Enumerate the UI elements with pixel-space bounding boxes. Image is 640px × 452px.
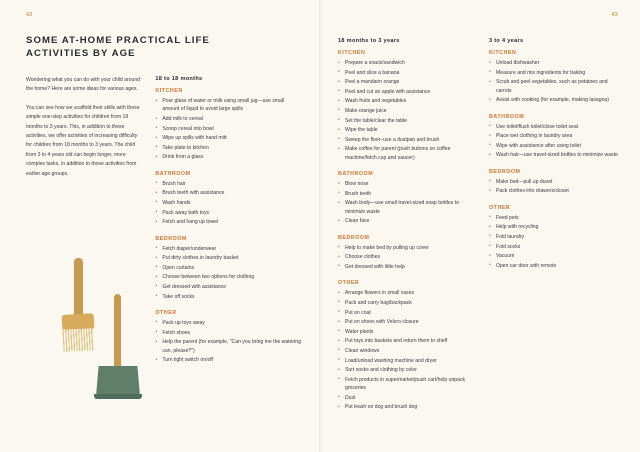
- list-item: • Prepare a snack/sandwich: [338, 59, 475, 67]
- list-item: • Scoop cereal into bowl: [155, 125, 302, 133]
- list-item: • Use toilet/flush toilet/close toilet seat: [489, 123, 618, 131]
- list-item: • Brush teeth: [338, 190, 475, 198]
- list-item: • Arrange flowers in small vases: [338, 289, 475, 297]
- list-bathroom-1: [338, 180, 475, 226]
- section-heading-other: OTHER: [489, 204, 511, 211]
- brush-bristles-icon: [62, 328, 93, 352]
- list-other-2: [489, 214, 618, 270]
- list-item: • Pack away bath toys: [155, 209, 302, 217]
- list-item: • Help to make bed by pulling up cover: [338, 244, 475, 252]
- folio-right: 43: [611, 12, 618, 18]
- list-item: • Choose between two options for clothing: [155, 273, 302, 281]
- list-bathroom-0: [155, 180, 302, 227]
- list-item: • Unload dishwasher: [489, 59, 618, 67]
- list-kitchen-2: [489, 59, 618, 105]
- list-other-1: [338, 289, 475, 411]
- list-item: • Fetch products in supermarket/push cart/help unpack groceries: [338, 376, 475, 393]
- brush-and-dustpan-illustration: [40, 246, 160, 426]
- dustpan-handle-icon: [114, 294, 121, 372]
- brush-handle-icon: [74, 258, 83, 320]
- list-item: • Take plate to kitchen: [155, 144, 302, 152]
- list-item: • Take off socks: [155, 293, 302, 301]
- list-bedroom-2: [489, 178, 618, 196]
- dustpan-lip-icon: [94, 394, 142, 399]
- list-item: • Open car door with remote: [489, 262, 618, 270]
- section-heading-bathroom: BATHROOM: [155, 170, 191, 177]
- section-heading-other: OTHER: [155, 309, 177, 316]
- list-item: • Pack and carry bag/backpack: [338, 299, 475, 307]
- list-kitchen-1: [338, 59, 475, 162]
- list-item: • Fetch and hang up towel: [155, 218, 302, 226]
- age-heading-1: 18 months to 3 years: [338, 38, 400, 44]
- list-item: • Wash body—use small travel-sized soap bottles to minimize waste: [338, 199, 475, 216]
- dustpan-body-icon: [96, 366, 140, 396]
- section-heading-kitchen: KITCHEN: [155, 88, 183, 94]
- list-item: • Feed pets: [489, 214, 618, 222]
- list-bedroom-0: [155, 245, 302, 301]
- list-item: • Put dirty clothes in laundry basket: [155, 254, 302, 262]
- list-item: • Wipe up spills with hand mitt: [155, 134, 302, 142]
- intro-paragraph-2: You can see how we scaffold their skills with these simple one-step activities for children from 18 months to 3 years. This, in addition to these activities, we offer activities of increasing difficulty for children from 18 months to 3 years. The child from 3 to 4 years old can begin longer, more complex tasks, in addition to those activities from earlier age groups.: [26, 104, 140, 177]
- list-item: • Set the table/clear the table: [338, 117, 475, 125]
- list-other-0: [155, 319, 302, 365]
- right-page: [320, 0, 640, 452]
- list-item: • Sweep the floor–use a dustpan and brush: [338, 136, 475, 144]
- right-columns: [338, 38, 618, 413]
- age-column-0: [155, 76, 302, 366]
- section-heading-bedroom: BEDROOM: [338, 234, 370, 241]
- list-item: • Wash hands: [155, 199, 302, 207]
- page-title: SOME AT-HOME PRACTICAL LIFE ACTIVITIES BY AGE: [26, 35, 210, 59]
- list-item: • Water plants: [338, 328, 475, 336]
- list-item: • Fold socks: [489, 243, 618, 251]
- list-item: • Add milk to cereal: [155, 115, 302, 123]
- list-item: • Scrub and peel vegetables, such as potatoes and carrots: [489, 78, 618, 95]
- list-item: • Put toys into baskets and return them to shelf: [338, 337, 475, 345]
- list-kitchen-0: [155, 97, 302, 162]
- list-item: • Sort socks and clothing by color: [338, 366, 475, 374]
- list-item: • Measure and mix ingredients for baking: [489, 69, 618, 77]
- age-column-2: [489, 38, 618, 413]
- section-heading-bathroom: BATHROOM: [489, 113, 525, 120]
- section-heading-bedroom: BEDROOM: [489, 168, 521, 175]
- list-item: • Put on shoes with Velcro closure: [338, 318, 475, 326]
- section-heading-other: OTHER: [338, 280, 360, 287]
- list-item: • Pour glass of water or milk using small jug—use small amount of liquid to avoid large spills: [155, 97, 302, 114]
- list-item: • Pack up toys away: [155, 319, 302, 327]
- section-heading-bedroom: BEDROOM: [155, 235, 187, 242]
- list-item: • Fold laundry: [489, 233, 618, 241]
- list-item: • Pack clothes into drawers/closet: [489, 187, 618, 195]
- list-item: • Open curtains: [155, 264, 302, 272]
- age-heading-2: 3 to 4 years: [489, 38, 524, 44]
- list-item: • Assist with cooking (for example, making lasagna): [489, 96, 618, 104]
- section-heading-kitchen: KITCHEN: [489, 50, 517, 56]
- list-item: • Put on coat: [338, 309, 475, 317]
- list-item: • Turn light switch on/off: [155, 356, 302, 364]
- list-item: • Help with recycling: [489, 223, 618, 231]
- list-bedroom-1: [338, 244, 475, 272]
- list-item: • Dust: [338, 394, 475, 402]
- list-item: • Blow nose: [338, 180, 475, 188]
- list-item: • Peel and cut an apple with assistance: [338, 88, 475, 96]
- list-item: • Make orange juice: [338, 107, 475, 115]
- list-item: • Brush teeth with assistance: [155, 189, 302, 197]
- list-item: • Brush hair: [155, 180, 302, 188]
- section-heading-kitchen: KITCHEN: [338, 50, 366, 56]
- list-item: • Wipe the table: [338, 126, 475, 134]
- age-heading-0: 18 to 18 months: [155, 76, 203, 82]
- list-item: • Peel and slice a banana: [338, 69, 475, 77]
- list-item: • Put leash on dog and brush dog: [338, 403, 475, 411]
- list-item: • Wash fruits and vegetables: [338, 97, 475, 105]
- list-item: • Place wet clothing in laundry area: [489, 132, 618, 140]
- list-item: • Fetch shoes: [155, 329, 302, 337]
- list-item: • Make bed—pull up duvet: [489, 178, 618, 186]
- list-item: • Help the parent (for example, "Can you bring me the watering can, please?"): [155, 338, 302, 355]
- section-heading-bathroom: BATHROOM: [338, 171, 374, 178]
- list-item: • Clean face: [338, 217, 475, 225]
- intro-paragraph-1: Wondering what you can do with your child around the home? Here are some ideas for various ages.: [26, 77, 141, 93]
- list-item: • Wipe with assistance after using toilet: [489, 142, 618, 150]
- list-item: • Peel a mandarin orange: [338, 78, 475, 86]
- list-item: • Get dressed with little help: [338, 263, 475, 271]
- list-item: • Get dressed with assistance: [155, 283, 302, 291]
- age-column-1: [338, 38, 475, 413]
- list-item: • Clean windows: [338, 347, 475, 355]
- page-gutter: [319, 0, 321, 452]
- folio-left: 42: [26, 12, 33, 18]
- list-item: • Fetch diaper/underwear: [155, 245, 302, 253]
- list-item: • Load/unload washing machine and dryer: [338, 357, 475, 365]
- list-item: • Vacuum: [489, 252, 618, 260]
- list-bathroom-2: [489, 123, 618, 160]
- list-item: • Make coffee for parent (push buttons on coffee machine/fetch cup and saucer): [338, 145, 475, 162]
- list-item: • Choose clothes: [338, 253, 475, 261]
- list-item: • Drink from a glass: [155, 153, 302, 161]
- list-item: • Wash hair—use travel-sized bottles to minimize waste: [489, 151, 618, 159]
